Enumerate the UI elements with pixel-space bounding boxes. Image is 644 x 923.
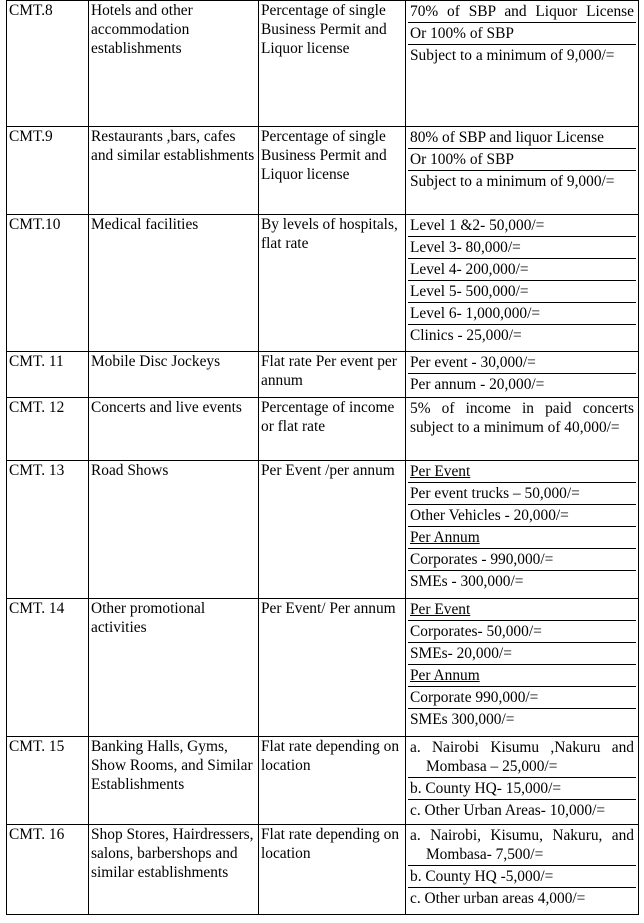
table-row [7,599,639,737]
fee-cell [406,737,639,825]
table-row [7,737,639,825]
fee-line: 80% of SBP and liquor License [408,127,636,149]
fee-line: Other Vehicles - 20,000/= [408,505,636,527]
charge-basis: Flat rate depending on location [259,825,406,915]
table-row [7,215,639,352]
fee-line: c. Other Urban Areas- 10,000/= [410,802,606,819]
table-row [7,398,639,461]
table-row [7,1,639,127]
charge-basis: Percentage of income or flat rate [259,398,406,461]
fee-line: 70% of SBP and Liquor License [408,1,636,23]
charge-basis: Flat rate depending on location [259,737,406,825]
item-code: CMT.8 [7,1,89,127]
table-row [7,352,639,398]
fee-section-heading: Per Annum [408,527,636,549]
fee-line: SMEs - 300,000/= [410,573,524,590]
fee-schedule-table-wrapper [6,0,638,915]
item-category: Shop Stores, Hairdressers, salons, barbershops and similar establishments [89,825,259,915]
fee-line: a. Nairobi Kisumu ,Nakuru and Mombasa – 25,000/= [408,737,636,778]
item-code: CMT. 15 [7,737,89,825]
item-code: CMT. 11 [7,352,89,398]
fee-schedule-table [6,0,639,915]
fee-line: 5% of income in paid concerts subject to a minimum of 40,000/= [410,400,634,436]
fee-line: Clinics - 25,000/= [410,327,522,344]
fee-cell [406,127,639,215]
fee-line: Per event - 30,000/= [408,352,636,374]
fee-line: b. County HQ- 15,000/= [408,778,636,800]
fee-line: b. County HQ -5,000/= [408,866,636,888]
item-category: Banking Halls, Gyms, Show Rooms, and Similar Establishments [89,737,259,825]
item-category: Other promotional activities [89,599,259,737]
fee-line: Corporates - 990,000/= [408,549,636,571]
item-category: Restaurants ,bars, cafes and similar establishments [89,127,259,215]
fee-line: Or 100% of SBP [408,23,636,45]
fee-cell [406,352,639,398]
charge-basis: Percentage of single Business Permit and Liquor license [259,1,406,127]
fee-line: Level 1 &2- 50,000/= [408,215,636,237]
fee-cell [406,398,639,461]
fee-line: Per event trucks – 50,000/= [408,483,636,505]
fee-cell [406,215,639,352]
fee-cell [406,599,639,737]
fee-line: Per annum - 20,000/= [410,376,545,393]
fee-section-heading: Per Annum [408,665,636,687]
charge-basis: By levels of hospitals, flat rate [259,215,406,352]
fee-line: SMEs- 20,000/= [408,643,636,665]
table-row [7,461,639,599]
fee-line: Level 6- 1,000,000/= [408,303,636,325]
charge-basis: Per Event/ Per annum [259,599,406,737]
item-category: Hotels and other accommodation establishments [89,1,259,127]
item-code: CMT. 16 [7,825,89,915]
item-code: CMT.9 [7,127,89,215]
fee-line: Corporate 990,000/= [408,687,636,709]
item-category: Medical facilities [89,215,259,352]
fee-cell [406,1,639,127]
fee-section-heading: Per Event [408,461,636,483]
item-code: CMT. 12 [7,398,89,461]
table-row [7,825,639,915]
item-category: Mobile Disc Jockeys [89,352,259,398]
fee-section-heading: Per Event [408,599,636,621]
charge-basis: Per Event /per annum [259,461,406,599]
charge-basis: Flat rate Per event per annum [259,352,406,398]
item-code: CMT.10 [7,215,89,352]
fee-line: Or 100% of SBP [408,149,636,171]
fee-line: a. Nairobi, Kisumu, Nakuru, and Mombasa- 7,500/= [408,825,636,866]
fee-line: Corporates- 50,000/= [408,621,636,643]
table-row [7,127,639,215]
charge-basis: Percentage of single Business Permit and Liquor license [259,127,406,215]
fee-line: Subject to a minimum of 9,000/= [410,173,615,190]
fee-line: Level 3- 80,000/= [408,237,636,259]
fee-line: Subject to a minimum of 9,000/= [410,47,615,64]
fee-line: c. Other urban areas 4,000/= [410,890,586,907]
fee-line: Level 4- 200,000/= [408,259,636,281]
item-category: Road Shows [89,461,259,599]
fee-line: Level 5- 500,000/= [408,281,636,303]
item-code: CMT. 13 [7,461,89,599]
item-code: CMT. 14 [7,599,89,737]
item-category: Concerts and live events [89,398,259,461]
fee-cell [406,825,639,915]
fee-line: SMEs 300,000/= [410,711,515,728]
fee-cell [406,461,639,599]
